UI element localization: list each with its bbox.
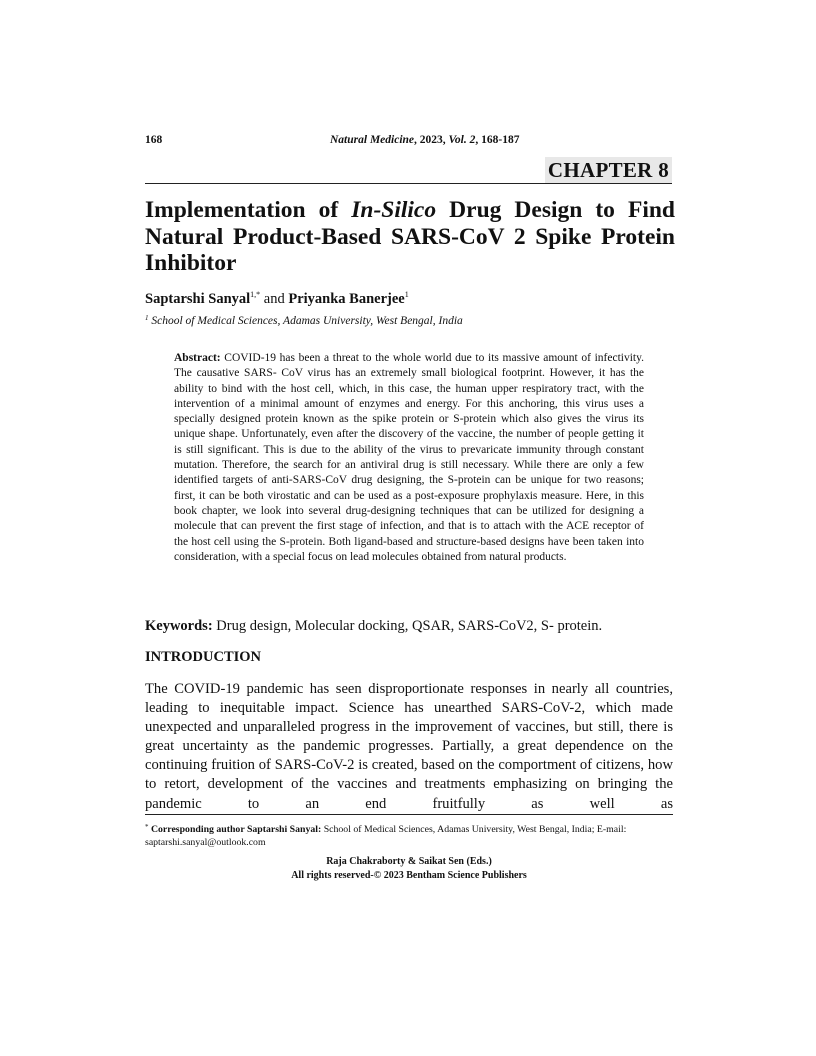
chapter-banner: [145, 155, 672, 184]
footnote-label: Corresponding author Saptarshi Sanyal:: [148, 824, 322, 835]
footnote-mark: *: [145, 823, 149, 831]
footer-editors: Raja Chakraborty & Saikat Sen (Eds.): [326, 856, 492, 867]
abstract-label: Abstract:: [174, 352, 221, 364]
footer-rights: All rights reserved-© 2023 Bentham Science Publishers: [291, 870, 527, 881]
author-2-affiliation-mark: 1: [404, 290, 409, 299]
footnote: [145, 821, 673, 849]
affiliation-text: School of Medical Sciences, Adamas University, West Bengal, India: [148, 315, 463, 327]
section-heading-introduction: INTRODUCTION: [145, 649, 262, 665]
keywords: [145, 618, 675, 635]
author-line: [145, 290, 409, 308]
author-1: Saptarshi Sanyal: [145, 291, 251, 307]
author-2: Priyanka Banerjee: [288, 291, 405, 307]
journal-volume: Vol. 2: [448, 134, 476, 146]
introduction-paragraph: The COVID-19 pandemic has seen disproportionate responses in nearly all countries, leading to inequitable impact. Science has unearthed SARS-CoV-2, which made unexpected and unparalleled progress in the improvement of vaccines, but still, there is great uncertainty as the pandemic progresses. Partially, a great dependence on the continuing fruition of SARS-CoV-2 is created, based on the comportment of citizens, how to retort, development of the vaccines and treatments emphasizing on bringing the pandemic to an end fruitfully as well as: [145, 681, 673, 812]
keywords-label: Keywords:: [145, 618, 213, 634]
title-part-2: Drug Design to Find Natural Product-Based SARS-CoV 2 Spike Protein Inhibitor: [145, 197, 675, 276]
footnote-divider: [145, 814, 673, 815]
abstract: [174, 351, 644, 565]
abstract-text: COVID-19 has been a threat to the whole world due to its massive amount of infectivity. The causative SARS- CoV virus has an extremely small biological footprint. However, it has the ability to bind with the host cell, which, in this case, the human upper respiratory tract, with the intervention of a minimal amount of enzymes and energy. For this anchoring, this virus uses a specially designed protein known as the spike protein or S-protein which also gives the virus its unique shape. Unfortunately, even after the discovery of the vaccine, the number of people getting it is still significant. This is due to the ability of the virus to prevaricate immunity through constant mutation. Therefore, the search for an antiviral drug is still necessary. While there are only a few identified targets of anti-SARS-CoV drug designing, the S-protein can be unique for two reasons; first, it can be both virostatic and can be used as a post-exposure prophylaxis measure. Here, in this book chapter, we look into several drug-designing techniques that can be utilized for designing a molecule that can prevent the first stage of infection, and that is to attach with the ACE receptor of the host cell using the S-protein. Both ligand-based and structure-based designs have been taken into consideration, with a special focus on lead molecules obtained from natural products.: [174, 352, 644, 563]
keywords-text: Drug design, Molecular docking, QSAR, SARS-CoV2, S- protein.: [212, 618, 603, 634]
journal-name: Natural Medicine: [330, 134, 415, 146]
page-number: 168: [145, 134, 163, 146]
journal-pages: , 168-187: [475, 134, 520, 146]
chapter-label: CHAPTER 8: [545, 157, 672, 183]
title-italic: In-Silico: [351, 197, 437, 223]
affiliation-mark: 1: [145, 314, 149, 322]
footnote-text: School of Medical Sciences, Adamas University, West Bengal, India; E-mail: saptarshi.sanyal@outlook.com: [145, 824, 627, 848]
author-conjunction: and: [260, 291, 289, 307]
running-header: [330, 134, 519, 146]
chapter-title: [145, 197, 675, 277]
affiliation: [145, 314, 463, 327]
title-part-1: Implementation of: [145, 197, 352, 223]
publisher-footer: [145, 855, 673, 883]
journal-year: , 2023,: [414, 134, 449, 146]
author-1-affiliation-mark: 1,*: [250, 290, 261, 299]
